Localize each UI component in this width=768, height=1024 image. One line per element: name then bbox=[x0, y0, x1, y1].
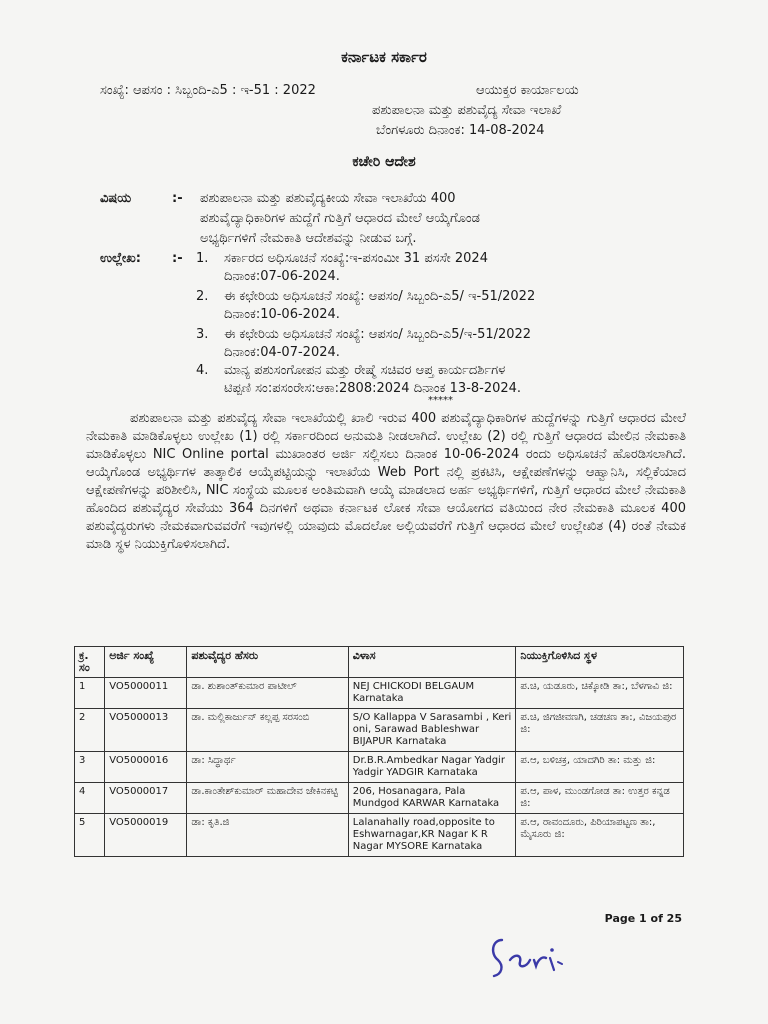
cell-serial: 1 bbox=[75, 678, 105, 709]
cell-address: Dr.B.R.Ambedkar Nagar Yadgir Yadgir YADGIR Karnataka bbox=[348, 752, 516, 783]
table-header-row bbox=[75, 647, 684, 678]
table-row bbox=[75, 783, 684, 814]
reference-text: ಈ ಕಛೇರಿಯ ಅಧಿಸೂಚನೆ ಸಂಖ್ಯೆ: ಆಪಸಂ/ ಸಿಬ್ಬಂದಿ-ಎ5/ ಇ-51/2022 bbox=[224, 289, 536, 304]
subject-separator: :- bbox=[172, 191, 183, 206]
cell-vet-name: ಡಾ. ಮಲ್ಲಿಕಾರ್ಜುನ್ ಕಲ್ಲಪ್ಪ ಸರಸಂಬಿ bbox=[187, 709, 348, 752]
cell-posting-place: ಪ.ಚಿ, ಜಿಗಜೀವಣಗಿ, ಚಡಚಣ ತಾ:, ವಿಜಯಪುರ ಜಿ: bbox=[516, 709, 684, 752]
cell-application-number: VO5000016 bbox=[105, 752, 187, 783]
reference-number-1: 1. bbox=[196, 251, 209, 266]
subject-line: ಪಶುಪಾಲನಾ ಮತ್ತು ಪಶುವೈದ್ಯಕೀಯ ಸೇವಾ ಇಲಾಖೆಯ 400 bbox=[200, 191, 456, 206]
cell-vet-name: ಡಾ. ಶುಶಾಂತ್‌ಕುಮಾರ ಪಾಟೀಲ್ bbox=[187, 678, 348, 709]
place-date: ಬೆಂಗಳೂರು ದಿನಾಂಕ: 14-08-2024 bbox=[376, 123, 545, 138]
cell-address: S/O Kallappa V Sarasambi , Keri oni, Sarawad Bableshwar BIJAPUR Karnataka bbox=[348, 709, 516, 752]
cell-serial: 2 bbox=[75, 709, 105, 752]
body-paragraph bbox=[86, 410, 686, 554]
reference-text: ಈ ಕಛೇರಿಯ ಅಧಿಸೂಚನೆ ಸಂಖ್ಯೆ: ಆಪಸಂ/ ಸಿಬ್ಬಂದಿ-ಎ5/ಇ-51/2022 bbox=[224, 327, 532, 342]
subject-line: ಪಶುವೈದ್ಯಾಧಿಕಾರಿಗಳ ಹುದ್ದೆಗೆ ಗುತ್ತಿಗೆ ಆಧಾರದ ಮೇಲೆ ಆಯ್ಕೆಗೊಂಡ bbox=[200, 211, 480, 226]
cell-posting-place: ಪ.ಆ, ಬಳಿಚಕ್ರ, ಯಾದಗಿರಿ ತಾ: ಮತ್ತು ಜಿ: bbox=[516, 752, 684, 783]
cell-posting-place: ಪ.ಆ, ರಾವಂದೂರು, ಪಿರಿಯಾಪಟ್ಟಣ ತಾ:, ಮೈಸೂರು ಜಿ: bbox=[516, 814, 684, 857]
reference-label: ಉಲ್ಲೇಖ: bbox=[100, 251, 141, 266]
reference-number-2: 2. bbox=[196, 289, 209, 304]
table-row bbox=[75, 678, 684, 709]
column-header-address: ವಿಳಾಸ bbox=[348, 647, 516, 678]
cell-address: 206, Hosanagara, Pala Mundgod KARWAR Karnataka bbox=[348, 783, 516, 814]
table-row bbox=[75, 814, 684, 857]
cell-serial: 5 bbox=[75, 814, 105, 857]
government-title: ಕರ್ನಾಟಕ ಸರ್ಕಾರ bbox=[341, 48, 427, 66]
reference-number-4: 4. bbox=[196, 363, 209, 378]
reference-separator: :- bbox=[172, 251, 183, 266]
cell-serial: 3 bbox=[75, 752, 105, 783]
table-row bbox=[75, 752, 684, 783]
cell-application-number: VO5000019 bbox=[105, 814, 187, 857]
cell-application-number: VO5000013 bbox=[105, 709, 187, 752]
reference-number: ಸಂಖ್ಯೆ: ಆಪಸಂ : ಸಿಬ್ಬಂದಿ-ಎ5 : ಇ-51 : 2022 bbox=[100, 83, 316, 98]
subject-line: ಅಭ್ಯರ್ಥಿಗಳಿಗೆ ನೇಮಕಾತಿ ಆದೇಶವನ್ನು ನೀಡುವ ಬಗ್ಗೆ. bbox=[200, 231, 417, 246]
column-header-vet-name: ಪಶುವೈದ್ಯರ ಹೆಸರು bbox=[187, 647, 348, 678]
office-name: ಆಯುಕ್ತರ ಕಾರ್ಯಾಲಯ bbox=[476, 83, 579, 98]
cell-application-number: VO5000011 bbox=[105, 678, 187, 709]
section-separator-stars: ***** bbox=[428, 395, 453, 406]
cell-address: Lalanahally road,opposite to Eshwarnagar,KR Nagar K R Nagar MYSORE Karnataka bbox=[348, 814, 516, 857]
page-number: Page 1 of 25 bbox=[604, 912, 682, 925]
table-row bbox=[75, 709, 684, 752]
column-header-serial: ಕ್ರ. ಸಂ bbox=[75, 647, 105, 678]
cell-posting-place: ಪ.ಚಿ, ಯಡೂರು, ಚಿಕ್ಕೋಡಿ ತಾ:, ಬೆಳಗಾವಿ ಜಿ: bbox=[516, 678, 684, 709]
handwritten-signature bbox=[488, 926, 568, 982]
reference-text: ಮಾನ್ಯ ಪಶುಸಂಗೋಪನ ಮತ್ತು ರೇಷ್ಮೆ ಸಚಿವರ ಆಪ್ತ ಕಾರ್ಯದರ್ಶಿಗಳ bbox=[224, 363, 506, 378]
subject-label: ವಿಷಯ bbox=[100, 191, 132, 206]
cell-vet-name: ಡಾ.ಕಾಂತೇಶ್‌ಕುಮಾರ್ ಮಹಾದೇವ ಜೇಕಿನಕಟ್ಟಿ bbox=[187, 783, 348, 814]
reference-text: ದಿನಾಂಕ:10-06-2024. bbox=[224, 307, 340, 322]
cell-application-number: VO5000017 bbox=[105, 783, 187, 814]
reference-text: ಟಿಪ್ಪಣಿ ಸಂ:ಪಸಂರೇಸ:ಆಕಾ:2808:2024 ದಿನಾಂಕ 13-8-2024. bbox=[224, 381, 522, 396]
cell-address: NEJ CHICKODI BELGAUM Karnataka bbox=[348, 678, 516, 709]
reference-number-3: 3. bbox=[196, 327, 209, 342]
cell-posting-place: ಪ.ಆ, ಪಾಳ, ಮುಂಡಗೋಡ ತಾ: ಉತ್ತರ ಕನ್ನಡ ಜಿ: bbox=[516, 783, 684, 814]
reference-text: ದಿನಾಂಕ:04-07-2024. bbox=[224, 345, 340, 360]
body-paragraph-text: ಪಶುಪಾಲನಾ ಮತ್ತು ಪಶುವೈದ್ಯ ಸೇವಾ ಇಲಾಖೆಯಲ್ಲಿ ಖಾಲಿ ಇರುವ 400 ಪಶುವೈದ್ಯಾಧಿಕಾರಿಗಳ ಹುದ್ದೆಗಳನ್ನು ಗುತ್ತಿಗೆ ಆಧಾರದ ಮೇಲೆ ನೇಮಕಾತಿ ಮಾಡಿಕೊಳ್ಳಲು ಉಲ್ಲೇಖ (1) ರಲ್ಲಿ ಸರ್ಕಾರದಿಂದ ಅನುಮತಿ ನೀಡಲಾಗಿದೆ. ಉಲ್ಲೇಖ (2) ರಲ್ಲಿ ಗುತ್ತಿಗೆ ಆಧಾರದ ಮೇಲಿನ ನೇಮಕಾತಿ ಮಾಡಿಕೊಳ್ಳಲು NIC Online portal ಮುಖಾಂತರ ಅರ್ಜಿ ಸಲ್ಲಿಸಲು ದಿನಾಂಕ 10-06-2024 ರಂದು ಅಧಿಸೂಚನೆ ಹೊರಡಿಸಲಾಗಿದೆ. ಆಯ್ಕೆಗೊಂಡ ಅಭ್ಯರ್ಥಿಗಳ ತಾತ್ಕಾಲಿಕ ಆಯ್ಕೆಪಟ್ಟಿಯನ್ನು ಇಲಾಖೆಯ Web Port ನಲ್ಲಿ ಪ್ರಕಟಿಸಿ, ಆಕ್ಷೇಪಣೆಗಳನ್ನು ಆಹ್ವಾನಿಸಿ, ಸಲ್ಲಿಕೆಯಾದ ಆಕ್ಷೇಪಣೆಗಳನ್ನು ಪರಿಶೀಲಿಸಿ, NIC ಸಂಸ್ಥೆಯ ಮೂಲಕ ಅಂತಿಮವಾಗಿ ಆಯ್ಕೆ ಮಾಡಲಾದ ಅರ್ಹ ಅಭ್ಯರ್ಥಿಗಳಿಗೆ, ಗುತ್ತಿಗೆ ಆಧಾರದ ಮೇಲೆ ನೇಮಕಾತಿ ಹೊಂದಿದ ಪಶುವೈದ್ಯರ ಸೇವೆಯು 364 ದಿನಗಳಿಗೆ ಅಥವಾ ಕರ್ನಾಟಕ ಲೋಕ ಸೇವಾ ಆಯೋಗದ ವತಿಯಿಂದ ನೇರ ನೇಮಕಾತಿ ಮೂಲಕ 400 ಪಶುವೈದ್ಯರುಗಳು ನೇಮಕವಾಗುವವರೆಗೆ ಇವುಗಳಲ್ಲಿ ಯಾವುದು ಮೊದಲೋ ಅಲ್ಲಿಯವರೆಗೆ ಗುತ್ತಿಗೆ ಆಧಾರದ ಮೇಲೆ ಉಲ್ಲೇಖಿತ (4) ರಂತೆ ನೇಮಕ ಮಾಡಿ ಸ್ಥಳ ನಿಯುಕ್ತಿಗೊಳಿಸಲಾಗಿದೆ. bbox=[86, 411, 686, 552]
reference-text: ಸರ್ಕಾರದ ಅಧಿಸೂಚನೆ ಸಂಖ್ಯೆ:ಇ-ಪಸಂಮೀ 31 ಪಸಸೇ 2024 bbox=[224, 251, 488, 266]
cell-vet-name: ಡಾ: ಕೃತಿ.ಜಿ bbox=[187, 814, 348, 857]
column-header-posting-place: ನಿಯುಕ್ತಿಗೊಳಿಸಿದ ಸ್ಥಳ bbox=[516, 647, 684, 678]
appointment-table bbox=[74, 646, 684, 857]
order-title: ಕಚೇರಿ ಆದೇಶ bbox=[352, 154, 416, 170]
column-header-application-number: ಅರ್ಜಿ ಸಂಖ್ಯೆ bbox=[105, 647, 187, 678]
reference-text: ದಿನಾಂಕ:07-06-2024. bbox=[224, 269, 340, 284]
department-name: ಪಶುಪಾಲನಾ ಮತ್ತು ಪಶುವೈದ್ಯ ಸೇವಾ ಇಲಾಖೆ bbox=[372, 103, 562, 118]
cell-serial: 4 bbox=[75, 783, 105, 814]
cell-vet-name: ಡಾ: ಸಿದ್ಧಾರ್ಥ bbox=[187, 752, 348, 783]
